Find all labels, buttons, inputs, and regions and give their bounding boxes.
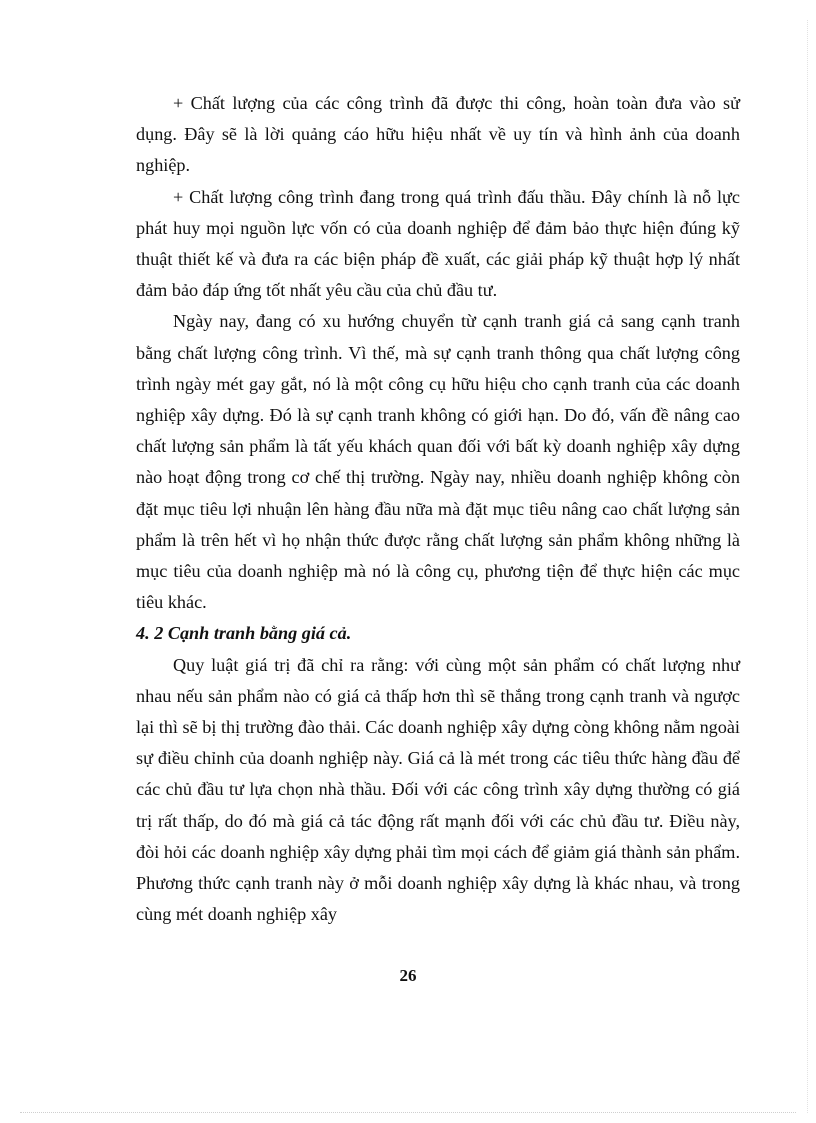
page-bottom-divider <box>20 1112 796 1113</box>
page-right-divider <box>807 20 808 1113</box>
document-body <box>136 88 740 930</box>
page-number: 26 <box>399 966 417 985</box>
paragraph-quality-completed: + Chất lượng của các công trình đã được thi công, hoàn toàn đưa vào sử dụng. Đây sẽ là lời quảng cáo hữu hiệu nhất về uy tín và hình ảnh của doanh nghiệp. <box>136 93 740 176</box>
paragraph-competition-trend: Ngày nay, đang có xu hướng chuyển từ cạnh tranh giá cả sang cạnh tranh bằng chất lượng công trình. Vì thế, mà sự cạnh tranh thông qua chất lượng công trình ngày mét gay gắt, nó là một công cụ hữu hiệu cho cạnh tranh của các doanh nghiệp xây dựng. Đó là sự cạnh tranh không có giới hạn. Do đó, vấn đề nâng cao chất lượng sản phẩm là tất yếu khách quan đối với bất kỳ doanh nghiệp xây dựng nào hoạt động trong cơ chế thị trường. Ngày nay, nhiều doanh nghiệp không còn đặt mục tiêu lợi nhuận lên hàng đầu nữa mà đặt mục tiêu nâng cao chất lượng sản phẩm là trên hết vì họ nhận thức được rằng chất lượng sản phẩm không những là mục tiêu của doanh nghiệp mà nó là công cụ, phương tiện để thực hiện các mục tiêu khác. <box>136 311 740 613</box>
paragraph-price-competition: Quy luật giá trị đã chỉ ra rằng: với cùng một sản phẩm có chất lượng như nhau nếu sản phẩm nào có giá cả thấp hơn thì sẽ thắng trong cạnh tranh và ngược lại thì sẽ bị thị trường đào thải. Các doanh nghiệp xây dựng còng không nằm ngoài sự điều chỉnh của doanh nghiệp này. Giá cả là mét trong các tiêu thức hàng đầu để các chủ đầu tư lựa chọn nhà thầu. Đối với các công trình xây dựng thường có giá trị rất thấp, do đó mà giá cả tác động rất mạnh đối với các chủ đầu tư. Điều này, đòi hỏi các doanh nghiệp xây dựng phải tìm mọi cách để giảm giá thành sản phẩm. Phương thức cạnh tranh này ở mỗi doanh nghiệp xây dựng là khác nhau, và trong cùng mét doanh nghiệp xây <box>136 654 740 925</box>
paragraph-quality-bidding: + Chất lượng công trình đang trong quá trình đấu thầu. Đây chính là nỗ lực phát huy mọi nguồn lực vốn có của doanh nghiệp để đảm bảo thực hiện đúng kỹ thuật thiết kế và đưa ra các biện pháp đề xuất, các giải pháp kỹ thuật hợp lý nhất đảm bảo đáp ứng tốt nhất yêu cầu của chủ đầu tư. <box>136 186 740 301</box>
section-heading: 4. 2 Cạnh tranh bằng giá cả. <box>136 623 352 644</box>
